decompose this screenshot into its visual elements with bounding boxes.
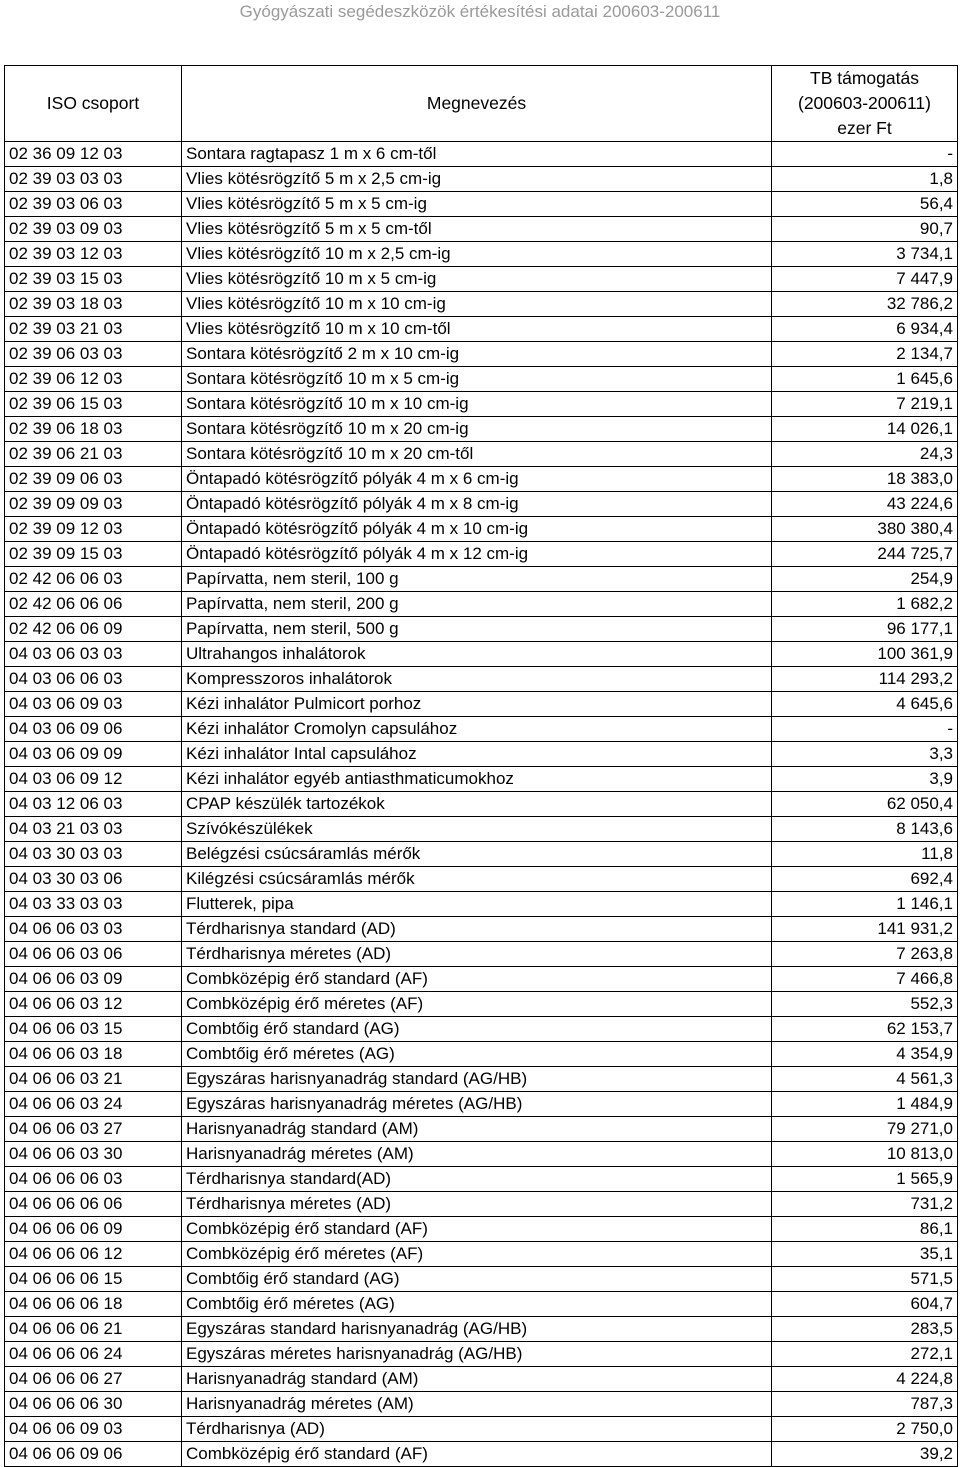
table-row bbox=[5, 1267, 958, 1292]
product-name-cell: Papírvatta, nem steril, 500 g bbox=[182, 617, 772, 642]
product-name-cell: Egyszáras harisnyanadrág méretes (AG/HB) bbox=[182, 1092, 772, 1117]
iso-code-cell: 02 36 09 12 03 bbox=[5, 142, 182, 167]
product-name-cell: Sontara kötésrögzítő 10 m x 5 cm-ig bbox=[182, 367, 772, 392]
product-name-cell: Vlies kötésrögzítő 5 m x 2,5 cm-ig bbox=[182, 167, 772, 192]
sales-table bbox=[4, 65, 958, 1467]
product-name-cell: Egyszáras méretes harisnyanadrág (AG/HB) bbox=[182, 1342, 772, 1367]
iso-code-cell: 02 39 09 12 03 bbox=[5, 517, 182, 542]
support-value-cell: 90,7 bbox=[772, 217, 958, 242]
iso-code-cell: 02 39 03 03 03 bbox=[5, 167, 182, 192]
support-value-cell: 1 146,1 bbox=[772, 892, 958, 917]
iso-code-cell: 04 06 06 06 09 bbox=[5, 1217, 182, 1242]
support-value-cell: 7 263,8 bbox=[772, 942, 958, 967]
product-name-cell: Öntapadó kötésrögzítő pólyák 4 m x 8 cm-ig bbox=[182, 492, 772, 517]
iso-code-cell: 02 39 03 18 03 bbox=[5, 292, 182, 317]
iso-code-cell: 04 03 12 06 03 bbox=[5, 792, 182, 817]
iso-code-cell: 04 03 30 03 06 bbox=[5, 867, 182, 892]
table-row bbox=[5, 242, 958, 267]
iso-code-cell: 02 42 06 06 03 bbox=[5, 567, 182, 592]
support-value-cell: 8 143,6 bbox=[772, 817, 958, 842]
support-value-cell: 6 934,4 bbox=[772, 317, 958, 342]
table-row bbox=[5, 967, 958, 992]
table-row bbox=[5, 767, 958, 792]
support-value-cell: 3,9 bbox=[772, 767, 958, 792]
table-row bbox=[5, 917, 958, 942]
product-name-cell: Sontara ragtapasz 1 m x 6 cm-től bbox=[182, 142, 772, 167]
table-row bbox=[5, 692, 958, 717]
iso-code-cell: 04 03 21 03 03 bbox=[5, 817, 182, 842]
iso-code-cell: 04 06 06 06 27 bbox=[5, 1367, 182, 1392]
support-value-cell: 1,8 bbox=[772, 167, 958, 192]
support-value-cell: 552,3 bbox=[772, 992, 958, 1017]
iso-code-cell: 02 39 06 15 03 bbox=[5, 392, 182, 417]
support-value-cell: 86,1 bbox=[772, 1217, 958, 1242]
table-row bbox=[5, 1417, 958, 1442]
product-name-cell: Combtőig érő méretes (AG) bbox=[182, 1042, 772, 1067]
iso-code-cell: 04 06 06 03 30 bbox=[5, 1142, 182, 1167]
iso-code-cell: 04 06 06 03 03 bbox=[5, 917, 182, 942]
table-row bbox=[5, 167, 958, 192]
product-name-cell: Combközépig érő standard (AF) bbox=[182, 1442, 772, 1467]
product-name-cell: Öntapadó kötésrögzítő pólyák 4 m x 10 cm-ig bbox=[182, 517, 772, 542]
table-body bbox=[5, 142, 958, 1467]
support-value-cell: 4 561,3 bbox=[772, 1067, 958, 1092]
iso-code-cell: 04 06 06 03 06 bbox=[5, 942, 182, 967]
support-value-cell: 604,7 bbox=[772, 1292, 958, 1317]
table-row bbox=[5, 1292, 958, 1317]
table-row bbox=[5, 342, 958, 367]
table-row bbox=[5, 1242, 958, 1267]
product-name-cell: Vlies kötésrögzítő 5 m x 5 cm-től bbox=[182, 217, 772, 242]
support-value-cell: 1 645,6 bbox=[772, 367, 958, 392]
iso-code-cell: 04 06 06 09 03 bbox=[5, 1417, 182, 1442]
support-value-cell: 1 682,2 bbox=[772, 592, 958, 617]
support-value-cell: 62 153,7 bbox=[772, 1017, 958, 1042]
support-value-cell: 380 380,4 bbox=[772, 517, 958, 542]
product-name-cell: Harisnyanadrág méretes (AM) bbox=[182, 1392, 772, 1417]
product-name-cell: Térdharisnya standard (AD) bbox=[182, 917, 772, 942]
support-value-cell: 2 750,0 bbox=[772, 1417, 958, 1442]
support-value-cell: 24,3 bbox=[772, 442, 958, 467]
table-row bbox=[5, 817, 958, 842]
table-row bbox=[5, 892, 958, 917]
header-tb-support-line2: (200603-200611) bbox=[798, 93, 931, 113]
product-name-cell: Kézi inhalátor Cromolyn capsulához bbox=[182, 717, 772, 742]
support-value-cell: 62 050,4 bbox=[772, 792, 958, 817]
product-name-cell: Kézi inhalátor egyéb antiasthmaticumokhoz bbox=[182, 767, 772, 792]
iso-code-cell: 04 06 06 03 12 bbox=[5, 992, 182, 1017]
iso-code-cell: 04 06 06 06 06 bbox=[5, 1192, 182, 1217]
product-name-cell: Térdharisnya (AD) bbox=[182, 1417, 772, 1442]
product-name-cell: Vlies kötésrögzítő 10 m x 10 cm-től bbox=[182, 317, 772, 342]
iso-code-cell: 02 39 06 03 03 bbox=[5, 342, 182, 367]
table-row bbox=[5, 367, 958, 392]
support-value-cell: 4 224,8 bbox=[772, 1367, 958, 1392]
iso-code-cell: 02 39 06 18 03 bbox=[5, 417, 182, 442]
support-value-cell: 18 383,0 bbox=[772, 467, 958, 492]
iso-code-cell: 02 39 03 09 03 bbox=[5, 217, 182, 242]
iso-code-cell: 02 39 06 12 03 bbox=[5, 367, 182, 392]
table-row bbox=[5, 1367, 958, 1392]
support-value-cell: - bbox=[772, 717, 958, 742]
support-value-cell: 692,4 bbox=[772, 867, 958, 892]
support-value-cell: 141 931,2 bbox=[772, 917, 958, 942]
table-row bbox=[5, 1217, 958, 1242]
product-name-cell: Kilégzési csúcsáramlás mérők bbox=[182, 867, 772, 892]
iso-code-cell: 04 06 06 06 12 bbox=[5, 1242, 182, 1267]
table-row bbox=[5, 1117, 958, 1142]
support-value-cell: 7 219,1 bbox=[772, 392, 958, 417]
table-row bbox=[5, 642, 958, 667]
table-row bbox=[5, 417, 958, 442]
product-name-cell: Ultrahangos inhalátorok bbox=[182, 642, 772, 667]
product-name-cell: Sontara kötésrögzítő 10 m x 10 cm-ig bbox=[182, 392, 772, 417]
iso-code-cell: 04 06 06 06 03 bbox=[5, 1167, 182, 1192]
table-row bbox=[5, 142, 958, 167]
product-name-cell: Combközépig érő standard (AF) bbox=[182, 967, 772, 992]
support-value-cell: 11,8 bbox=[772, 842, 958, 867]
support-value-cell: 7 447,9 bbox=[772, 267, 958, 292]
support-value-cell: 571,5 bbox=[772, 1267, 958, 1292]
table-row bbox=[5, 217, 958, 242]
iso-code-cell: 04 03 06 06 03 bbox=[5, 667, 182, 692]
table-row bbox=[5, 842, 958, 867]
iso-code-cell: 04 03 33 03 03 bbox=[5, 892, 182, 917]
header-name: Megnevezés bbox=[182, 66, 772, 142]
iso-code-cell: 04 06 06 03 09 bbox=[5, 967, 182, 992]
product-name-cell: Öntapadó kötésrögzítő pólyák 4 m x 12 cm-ig bbox=[182, 542, 772, 567]
support-value-cell: 43 224,6 bbox=[772, 492, 958, 517]
support-value-cell: 79 271,0 bbox=[772, 1117, 958, 1142]
support-value-cell: 114 293,2 bbox=[772, 667, 958, 692]
iso-code-cell: 04 06 06 03 15 bbox=[5, 1017, 182, 1042]
table-row bbox=[5, 667, 958, 692]
iso-code-cell: 04 03 06 09 06 bbox=[5, 717, 182, 742]
table-row bbox=[5, 1017, 958, 1042]
support-value-cell: 56,4 bbox=[772, 192, 958, 217]
support-value-cell: 4 354,9 bbox=[772, 1042, 958, 1067]
product-name-cell: Vlies kötésrögzítő 5 m x 5 cm-ig bbox=[182, 192, 772, 217]
product-name-cell: Flutterek, pipa bbox=[182, 892, 772, 917]
support-value-cell: 3 734,1 bbox=[772, 242, 958, 267]
product-name-cell: Sontara kötésrögzítő 2 m x 10 cm-ig bbox=[182, 342, 772, 367]
product-name-cell: Combtőig érő méretes (AG) bbox=[182, 1292, 772, 1317]
table-row bbox=[5, 1092, 958, 1117]
product-name-cell: Harisnyanadrág standard (AM) bbox=[182, 1117, 772, 1142]
support-value-cell: 32 786,2 bbox=[772, 292, 958, 317]
product-name-cell: Harisnyanadrág standard (AM) bbox=[182, 1367, 772, 1392]
table-row bbox=[5, 192, 958, 217]
table-row bbox=[5, 517, 958, 542]
product-name-cell: Combközépig érő méretes (AF) bbox=[182, 992, 772, 1017]
iso-code-cell: 04 06 06 03 27 bbox=[5, 1117, 182, 1142]
support-value-cell: 39,2 bbox=[772, 1442, 958, 1467]
iso-code-cell: 02 39 09 06 03 bbox=[5, 467, 182, 492]
table-row bbox=[5, 867, 958, 892]
product-name-cell: Combközépig érő standard (AF) bbox=[182, 1217, 772, 1242]
table-row bbox=[5, 742, 958, 767]
product-name-cell: Papírvatta, nem steril, 100 g bbox=[182, 567, 772, 592]
iso-code-cell: 04 06 06 06 15 bbox=[5, 1267, 182, 1292]
product-name-cell: Kézi inhalátor Intal capsulához bbox=[182, 742, 772, 767]
product-name-cell: Sontara kötésrögzítő 10 m x 20 cm-től bbox=[182, 442, 772, 467]
page-title: Gyógyászati segédeszközök értékesítési adatai 200603-200611 bbox=[239, 2, 721, 21]
header-iso-group: ISO csoport bbox=[5, 66, 182, 142]
iso-code-cell: 02 39 03 21 03 bbox=[5, 317, 182, 342]
product-name-cell: Kézi inhalátor Pulmicort porhoz bbox=[182, 692, 772, 717]
support-value-cell: 1 565,9 bbox=[772, 1167, 958, 1192]
support-value-cell: 3,3 bbox=[772, 742, 958, 767]
support-value-cell: 96 177,1 bbox=[772, 617, 958, 642]
support-value-cell: 14 026,1 bbox=[772, 417, 958, 442]
table-row bbox=[5, 292, 958, 317]
support-value-cell: 731,2 bbox=[772, 1192, 958, 1217]
table-row bbox=[5, 1142, 958, 1167]
iso-code-cell: 04 03 30 03 03 bbox=[5, 842, 182, 867]
product-name-cell: Vlies kötésrögzítő 10 m x 10 cm-ig bbox=[182, 292, 772, 317]
product-name-cell: Papírvatta, nem steril, 200 g bbox=[182, 592, 772, 617]
table-row bbox=[5, 1342, 958, 1367]
iso-code-cell: 04 06 06 03 18 bbox=[5, 1042, 182, 1067]
table-row bbox=[5, 992, 958, 1017]
iso-code-cell: 02 39 09 15 03 bbox=[5, 542, 182, 567]
product-name-cell: Vlies kötésrögzítő 10 m x 5 cm-ig bbox=[182, 267, 772, 292]
iso-code-cell: 04 06 06 06 30 bbox=[5, 1392, 182, 1417]
product-name-cell: Térdharisnya méretes (AD) bbox=[182, 1192, 772, 1217]
iso-code-cell: 02 42 06 06 06 bbox=[5, 592, 182, 617]
table-row bbox=[5, 567, 958, 592]
iso-code-cell: 04 03 06 09 03 bbox=[5, 692, 182, 717]
support-value-cell: 100 361,9 bbox=[772, 642, 958, 667]
product-name-cell: Egyszáras standard harisnyanadrág (AG/HB) bbox=[182, 1317, 772, 1342]
iso-code-cell: 02 39 06 21 03 bbox=[5, 442, 182, 467]
table-row bbox=[5, 267, 958, 292]
support-value-cell: 272,1 bbox=[772, 1342, 958, 1367]
support-value-cell: 1 484,9 bbox=[772, 1092, 958, 1117]
table-row bbox=[5, 1067, 958, 1092]
support-value-cell: 7 466,8 bbox=[772, 967, 958, 992]
iso-code-cell: 02 42 06 06 09 bbox=[5, 617, 182, 642]
table-row bbox=[5, 1392, 958, 1417]
support-value-cell: 787,3 bbox=[772, 1392, 958, 1417]
product-name-cell: Belégzési csúcsáramlás mérők bbox=[182, 842, 772, 867]
table-header-row bbox=[5, 66, 958, 142]
iso-code-cell: 02 39 03 12 03 bbox=[5, 242, 182, 267]
table-row bbox=[5, 942, 958, 967]
iso-code-cell: 02 39 03 06 03 bbox=[5, 192, 182, 217]
table-row bbox=[5, 1442, 958, 1467]
table-row bbox=[5, 1042, 958, 1067]
iso-code-cell: 04 06 06 03 21 bbox=[5, 1067, 182, 1092]
table-row bbox=[5, 317, 958, 342]
product-name-cell: Vlies kötésrögzítő 10 m x 2,5 cm-ig bbox=[182, 242, 772, 267]
support-value-cell: 35,1 bbox=[772, 1242, 958, 1267]
table-row bbox=[5, 467, 958, 492]
table-row bbox=[5, 492, 958, 517]
product-name-cell: Kompresszoros inhalátorok bbox=[182, 667, 772, 692]
support-value-cell: - bbox=[772, 142, 958, 167]
table-row bbox=[5, 442, 958, 467]
iso-code-cell: 02 39 03 15 03 bbox=[5, 267, 182, 292]
product-name-cell: Sontara kötésrögzítő 10 m x 20 cm-ig bbox=[182, 417, 772, 442]
support-value-cell: 4 645,6 bbox=[772, 692, 958, 717]
table-row bbox=[5, 392, 958, 417]
support-value-cell: 10 813,0 bbox=[772, 1142, 958, 1167]
product-name-cell: Harisnyanadrág méretes (AM) bbox=[182, 1142, 772, 1167]
table-row bbox=[5, 717, 958, 742]
product-name-cell: Térdharisnya standard(AD) bbox=[182, 1167, 772, 1192]
support-value-cell: 2 134,7 bbox=[772, 342, 958, 367]
product-name-cell: Térdharisnya méretes (AD) bbox=[182, 942, 772, 967]
support-value-cell: 283,5 bbox=[772, 1317, 958, 1342]
product-name-cell: Combtőig érő standard (AG) bbox=[182, 1017, 772, 1042]
iso-code-cell: 04 06 06 06 24 bbox=[5, 1342, 182, 1367]
table-row bbox=[5, 617, 958, 642]
iso-code-cell: 04 06 06 06 21 bbox=[5, 1317, 182, 1342]
support-value-cell: 254,9 bbox=[772, 567, 958, 592]
iso-code-cell: 04 06 06 06 18 bbox=[5, 1292, 182, 1317]
iso-code-cell: 04 03 06 09 09 bbox=[5, 742, 182, 767]
product-name-cell: Szívókészülékek bbox=[182, 817, 772, 842]
table-row bbox=[5, 1192, 958, 1217]
header-tb-support-line1: TB támogatás bbox=[810, 68, 919, 88]
iso-code-cell: 04 03 06 03 03 bbox=[5, 642, 182, 667]
iso-code-cell: 04 06 06 03 24 bbox=[5, 1092, 182, 1117]
table-row bbox=[5, 1167, 958, 1192]
product-name-cell: Combtőig érő standard (AG) bbox=[182, 1267, 772, 1292]
header-tb-support-line3: ezer Ft bbox=[837, 118, 892, 138]
product-name-cell: Combközépig érő méretes (AF) bbox=[182, 1242, 772, 1267]
iso-code-cell: 04 06 06 09 06 bbox=[5, 1442, 182, 1467]
iso-code-cell: 04 03 06 09 12 bbox=[5, 767, 182, 792]
iso-code-cell: 02 39 09 09 03 bbox=[5, 492, 182, 517]
table-row bbox=[5, 1317, 958, 1342]
table-row bbox=[5, 792, 958, 817]
table-row bbox=[5, 592, 958, 617]
support-value-cell: 244 725,7 bbox=[772, 542, 958, 567]
table-row bbox=[5, 542, 958, 567]
product-name-cell: Egyszáras harisnyanadrág standard (AG/HB) bbox=[182, 1067, 772, 1092]
product-name-cell: Öntapadó kötésrögzítő pólyák 4 m x 6 cm-ig bbox=[182, 467, 772, 492]
header-tb-support bbox=[772, 66, 958, 142]
product-name-cell: CPAP készülék tartozékok bbox=[182, 792, 772, 817]
